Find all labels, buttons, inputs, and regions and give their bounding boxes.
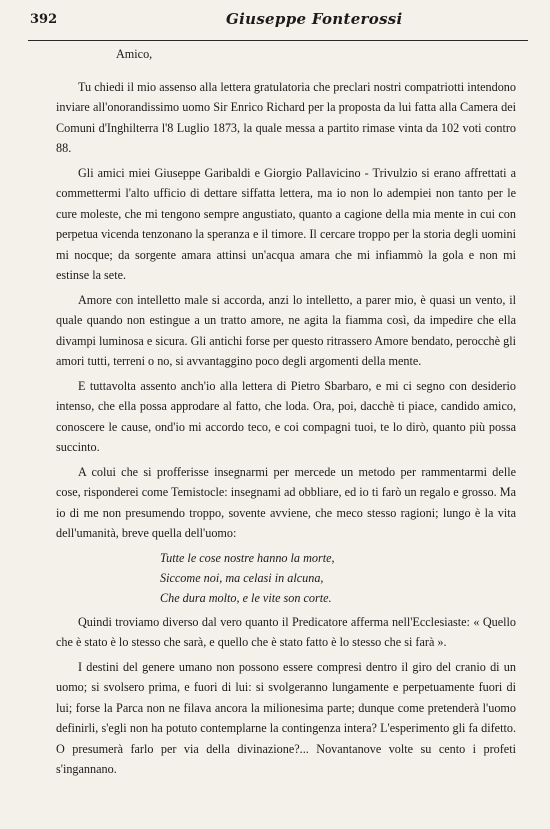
verse-quote xyxy=(160,548,516,608)
page-number: 392 xyxy=(30,12,58,27)
verse-line: Che dura molto, e le vite son corte. xyxy=(160,590,332,605)
verse-line: Tutte le cose nostre hanno la morte, xyxy=(160,550,335,565)
paragraph: A colui che si profferisse insegnarmi per mercede un metodo per rammentarmi delle cose, risponderei come Temistocle: insegnami ad obbliare, ed io ti farò un regalo e grosso. Ma io di me non presumendo troppo, sovente avviene, che meco stesso ragioni; lungo è la vita dell'umanità, breve quella dell'uomo: xyxy=(56,464,516,540)
paragraph: Quindi troviamo diverso dal vero quanto il Predicatore afferma nell'Ecclesiaste: « Quello che è stato è lo stesso che sarà, e quello che è stato fatto è lo stesso che si farà ». xyxy=(56,614,516,649)
running-head: Giuseppe Fonterossi xyxy=(226,10,403,28)
page-header xyxy=(0,10,550,34)
header-rule xyxy=(28,40,528,41)
paragraph: Amore con intelletto male si accorda, anzi lo intelletto, a parer mio, è quasi un vento, il quale quando non estingue a un tratto amore, ne agita la fiamma così, da impedire che ella divampi luminosa e sicura. Gli antichi forse per questo ritrassero Amore bendato, perocchè gli amori tutti, terreni o no, si avvantaggino poco degli argomenti della mente. xyxy=(56,292,516,368)
paragraph: Tu chiedi il mio assenso alla lettera gratulatoria che preclari nostri compatriotti intendono inviare all'onorandissimo uomo Sir Enrico Richard per la proposta da lui fatta alla Camera dei Comuni d'Inghilterra l'8 Luglio 1873, la quale messa a partito rimase vinta da 102 voti contro 88. xyxy=(56,79,516,155)
paragraph: Gli amici miei Giuseppe Garibaldi e Giorgio Pallavicino - Trivulzio si erano affrettati a commettermi l'alto ufficio di dettare siffatta lettera, ma io non lo adempiei non tanto per le cure moleste, che mi tengono sempre angustiato, quanto a cagione della mia mente in cui con perpetua vicenda tenzonano la speranza e il timore. Il cercare troppo per la storia degli uomini mi nocque; da sorgente amara attinsi un'acqua amara che mi infiammò la gola e non mi estinse la sete. xyxy=(56,165,516,282)
letter-body xyxy=(56,44,516,784)
paragraph: I destini del genere umano non possono essere compresi dentro il giro del cranio di un uomo; si svolsero prima, e fuori di lui: si svolgeranno lungamente e perpetuamente fuori di lui; forse la Parca non ne filava ancora la milionesima parte; dunque come pretenderà l'uomo definirli, s'egli non ha potuto contemplarne la contingenza intera? L'esperimento gli fa difetto. O presumerà farlo per via della divinazione?... Novantanove volte su cento i profeti s'ingannano. xyxy=(56,659,516,776)
paragraph: E tuttavolta assento anch'io alla lettera di Pietro Sbarbaro, e mi ci segno con desiderio intenso, che ella possa approdare al fatto, che loda. Ora, poi, dacchè ti piace, candido amico, conoscere le cause, ond'io mi accordo teco, e coi compagni tuoi, te lo dirò, quanto più possa succinto. xyxy=(56,378,516,454)
verse-line: Siccome noi, ma celasi in alcuna, xyxy=(160,570,324,585)
greeting: Amico, xyxy=(116,47,153,61)
